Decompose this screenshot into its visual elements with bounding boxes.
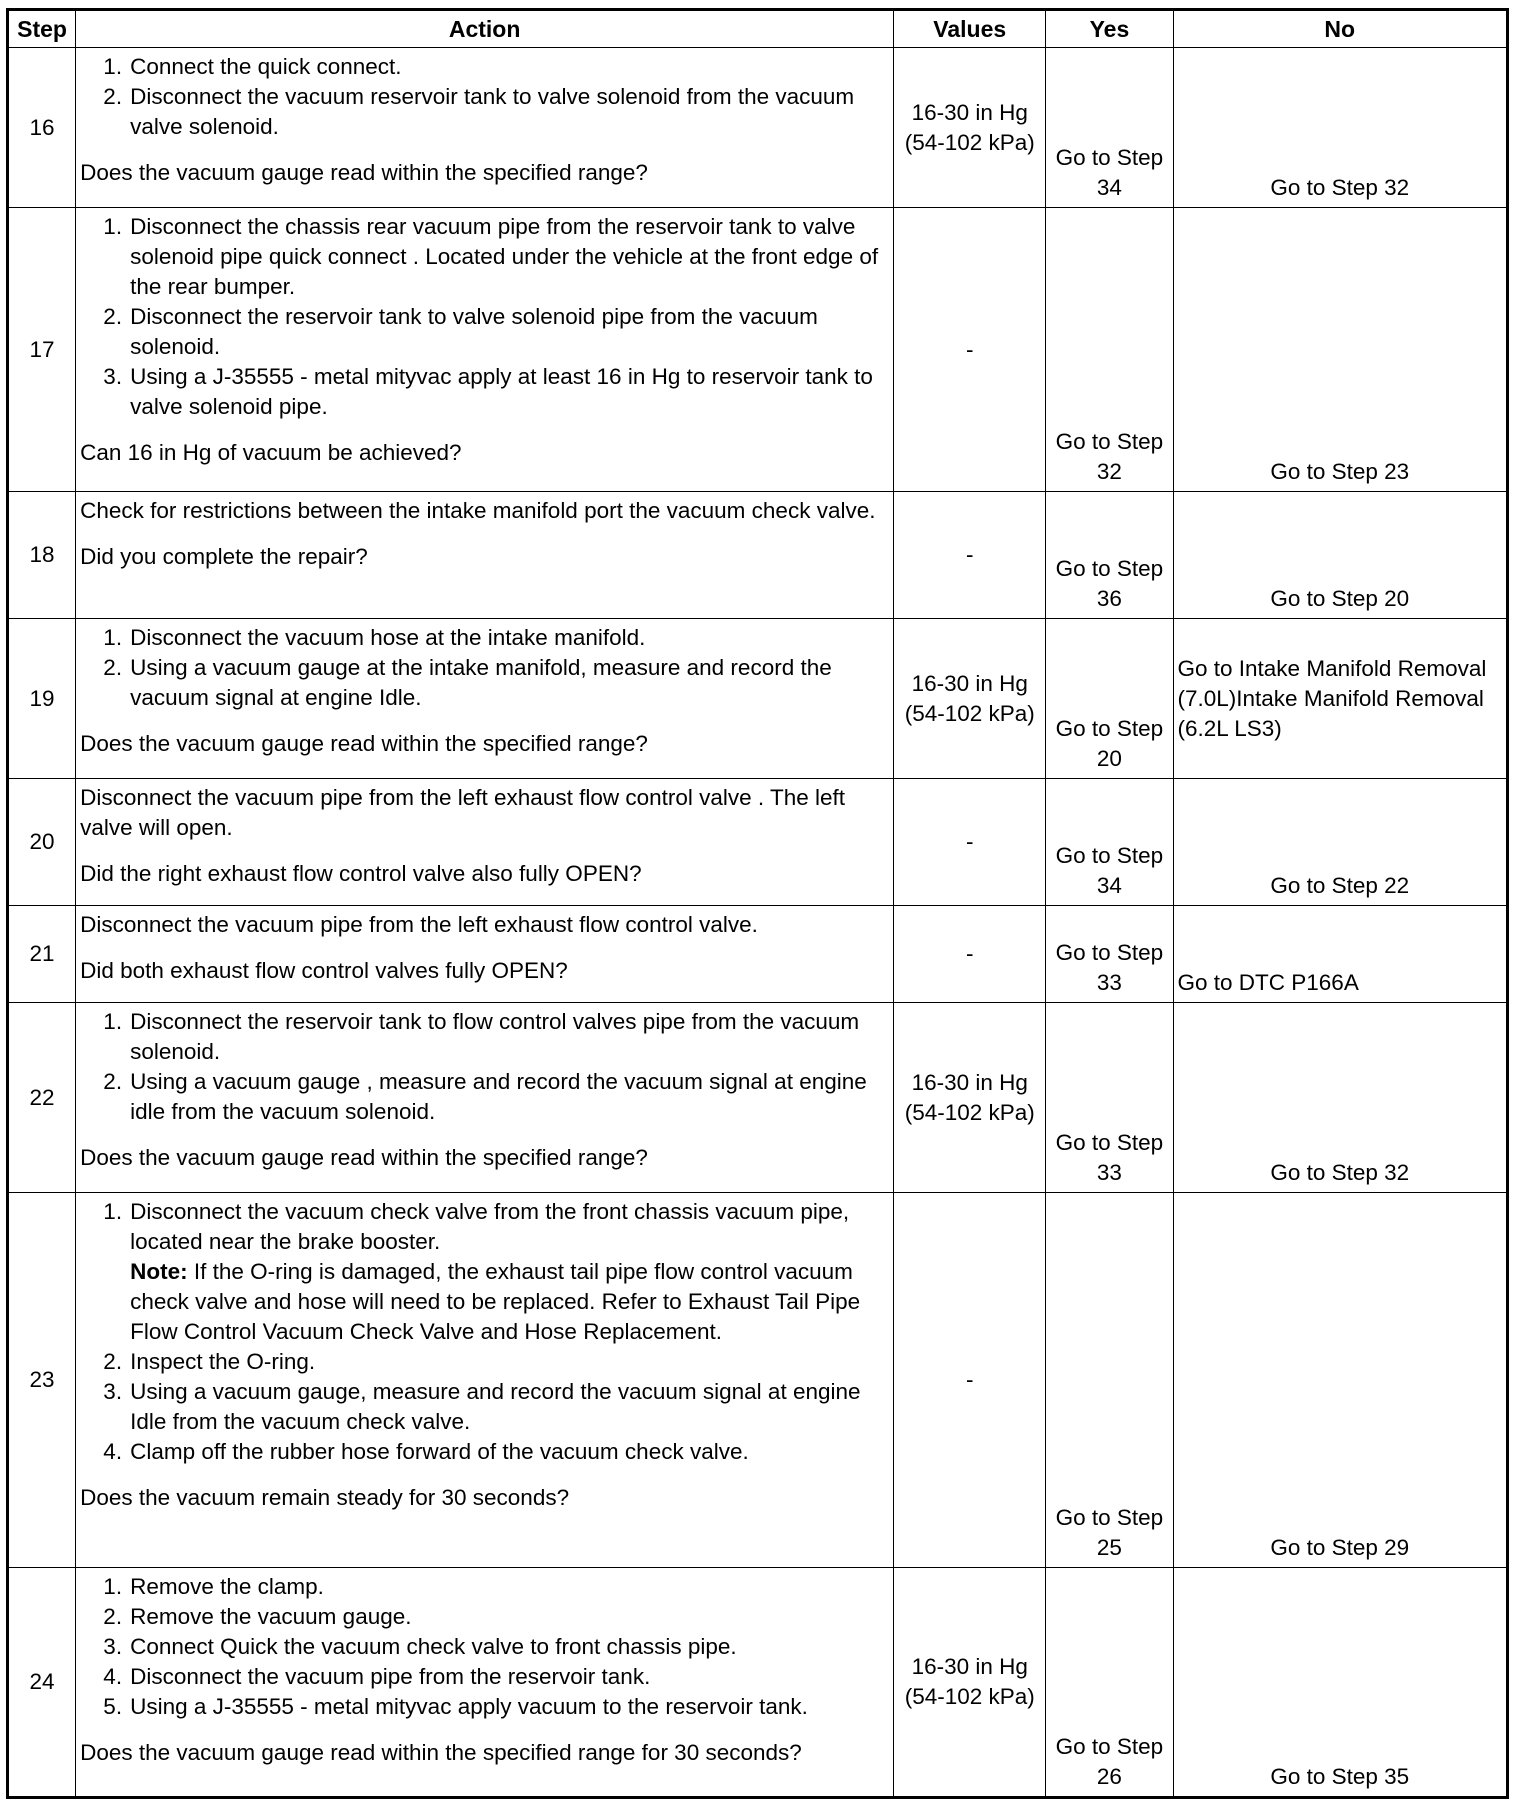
action-question: Did you complete the repair? bbox=[80, 544, 368, 569]
note-text: If the O-ring is damaged, the exhaust tail pipe flow control vacuum check valve and hose will need to be replaced. Refer to Exhaust Tail Pipe Flow Control Vacuum Check Valve and Hose Replacement. bbox=[130, 1259, 861, 1344]
action-item: Disconnect the vacuum hose at the intake manifold. bbox=[130, 625, 646, 650]
action-cell bbox=[76, 1003, 894, 1193]
yes-cell: Go to Step 33 bbox=[1046, 906, 1173, 1003]
yes-cell: Go to Step 26 bbox=[1046, 1568, 1173, 1798]
header-step: Step bbox=[8, 10, 76, 48]
action-item: Connect Quick the vacuum check valve to front chassis pipe. bbox=[130, 1634, 737, 1659]
action-item: Disconnect the reservoir tank to valve solenoid pipe from the vacuum solenoid. bbox=[130, 304, 818, 359]
action-item: Disconnect the chassis rear vacuum pipe from the reservoir tank to valve solenoid pipe quick connect . Located under the vehicle at the front edge of the rear bumper. bbox=[130, 214, 879, 299]
values-cell: - bbox=[894, 1193, 1046, 1568]
action-item: Inspect the O-ring. bbox=[130, 1349, 316, 1374]
action-item: Remove the vacuum gauge. bbox=[130, 1604, 412, 1629]
action-cell bbox=[76, 48, 894, 208]
yes-cell: Go to Step 34 bbox=[1046, 48, 1173, 208]
action-question: Does the vacuum gauge read within the specified range for 30 seconds? bbox=[80, 1740, 802, 1765]
no-cell: Go to Step 29 bbox=[1173, 1193, 1508, 1568]
values-cell: - bbox=[894, 779, 1046, 906]
table-row bbox=[8, 1568, 1508, 1798]
step-number: 24 bbox=[8, 1568, 76, 1798]
action-item: Using a J-35555 - metal mityvac apply vacuum to the reservoir tank. bbox=[130, 1694, 808, 1719]
intake-manifold-removal-link[interactable]: Go to Intake Manifold Removal (7.0L)Intake Manifold Removal (6.2L LS3) bbox=[1177, 655, 1487, 741]
no-cell: Go to Step 35 bbox=[1173, 1568, 1508, 1798]
no-cell: Go to DTC P166A bbox=[1173, 906, 1508, 1003]
action-cell bbox=[76, 1568, 894, 1798]
values-cell: - bbox=[894, 906, 1046, 1003]
header-yes: Yes bbox=[1046, 10, 1173, 48]
action-text: Disconnect the vacuum pipe from the left exhaust flow control valve . The left valve will open. bbox=[80, 785, 846, 840]
values-cell: - bbox=[894, 492, 1046, 619]
no-cell: Go to Step 32 bbox=[1173, 48, 1508, 208]
action-item: Using a J-35555 - metal mityvac apply at least 16 in Hg to reservoir tank to valve solenoid pipe. bbox=[130, 364, 873, 419]
table-row bbox=[8, 1193, 1508, 1568]
table-row bbox=[8, 1003, 1508, 1193]
values-cell: 16-30 in Hg (54-102 kPa) bbox=[894, 1568, 1046, 1798]
table-row bbox=[8, 492, 1508, 619]
action-question: Did both exhaust flow control valves fully OPEN? bbox=[80, 958, 568, 983]
step-number: 17 bbox=[8, 208, 76, 492]
action-question: Can 16 in Hg of vacuum be achieved? bbox=[80, 440, 462, 465]
action-cell bbox=[76, 779, 894, 906]
action-question: Does the vacuum remain steady for 30 seconds? bbox=[80, 1485, 570, 1510]
action-item: Connect the quick connect. bbox=[130, 54, 402, 79]
step-number: 18 bbox=[8, 492, 76, 619]
step-number: 22 bbox=[8, 1003, 76, 1193]
action-item: Remove the clamp. bbox=[130, 1574, 324, 1599]
table-row bbox=[8, 619, 1508, 779]
values-cell: 16-30 in Hg (54-102 kPa) bbox=[894, 48, 1046, 208]
step-number: 23 bbox=[8, 1193, 76, 1568]
action-cell bbox=[76, 492, 894, 619]
table-row bbox=[8, 48, 1508, 208]
action-text: Check for restrictions between the intake manifold port the vacuum check valve. bbox=[80, 498, 876, 523]
action-question: Does the vacuum gauge read within the specified range? bbox=[80, 731, 648, 756]
header-values: Values bbox=[894, 10, 1046, 48]
note-label: Note: bbox=[130, 1259, 188, 1284]
values-cell: 16-30 in Hg (54-102 kPa) bbox=[894, 1003, 1046, 1193]
yes-cell: Go to Step 34 bbox=[1046, 779, 1173, 906]
diagnostic-table bbox=[6, 8, 1509, 1799]
no-cell bbox=[1173, 619, 1508, 779]
step-number: 16 bbox=[8, 48, 76, 208]
action-item: Clamp off the rubber hose forward of the vacuum check valve. bbox=[130, 1439, 749, 1464]
yes-cell: Go to Step 33 bbox=[1046, 1003, 1173, 1193]
diagnostic-table-container bbox=[6, 8, 1509, 1799]
action-cell bbox=[76, 208, 894, 492]
header-no: No bbox=[1173, 10, 1508, 48]
action-cell bbox=[76, 906, 894, 1003]
action-item-text: Disconnect the vacuum check valve from the front chassis vacuum pipe, located near the brake booster. bbox=[130, 1199, 850, 1254]
no-cell: Go to Step 20 bbox=[1173, 492, 1508, 619]
action-cell bbox=[76, 619, 894, 779]
action-cell bbox=[76, 1193, 894, 1568]
header-action: Action bbox=[76, 10, 894, 48]
no-cell: Go to Step 22 bbox=[1173, 779, 1508, 906]
table-row bbox=[8, 208, 1508, 492]
table-row bbox=[8, 779, 1508, 906]
action-question: Did the right exhaust flow control valve also fully OPEN? bbox=[80, 861, 642, 886]
no-cell: Go to Step 23 bbox=[1173, 208, 1508, 492]
table-row bbox=[8, 906, 1508, 1003]
action-item: Disconnect the reservoir tank to flow control valves pipe from the vacuum solenoid. bbox=[130, 1009, 860, 1064]
action-question: Does the vacuum gauge read within the specified range? bbox=[80, 160, 648, 185]
yes-cell: Go to Step 36 bbox=[1046, 492, 1173, 619]
yes-cell: Go to Step 20 bbox=[1046, 619, 1173, 779]
values-cell: 16-30 in Hg (54-102 kPa) bbox=[894, 619, 1046, 779]
step-number: 21 bbox=[8, 906, 76, 1003]
action-text: Disconnect the vacuum pipe from the left exhaust flow control valve. bbox=[80, 912, 758, 937]
action-item bbox=[130, 1197, 889, 1347]
yes-cell: Go to Step 25 bbox=[1046, 1193, 1173, 1568]
no-cell: Go to Step 32 bbox=[1173, 1003, 1508, 1193]
step-number: 19 bbox=[8, 619, 76, 779]
yes-cell: Go to Step 32 bbox=[1046, 208, 1173, 492]
action-question: Does the vacuum gauge read within the specified range? bbox=[80, 1145, 648, 1170]
action-item: Using a vacuum gauge, measure and record the vacuum signal at engine Idle from the vacuum check valve. bbox=[130, 1379, 861, 1434]
action-item: Disconnect the vacuum reservoir tank to valve solenoid from the vacuum valve solenoid. bbox=[130, 84, 855, 139]
header-row bbox=[8, 10, 1508, 48]
action-item: Disconnect the vacuum pipe from the reservoir tank. bbox=[130, 1664, 651, 1689]
values-cell: - bbox=[894, 208, 1046, 492]
action-item: Using a vacuum gauge , measure and record the vacuum signal at engine idle from the vacuum solenoid. bbox=[130, 1069, 867, 1124]
step-number: 20 bbox=[8, 779, 76, 906]
action-item: Using a vacuum gauge at the intake manifold, measure and record the vacuum signal at engine Idle. bbox=[130, 655, 832, 710]
